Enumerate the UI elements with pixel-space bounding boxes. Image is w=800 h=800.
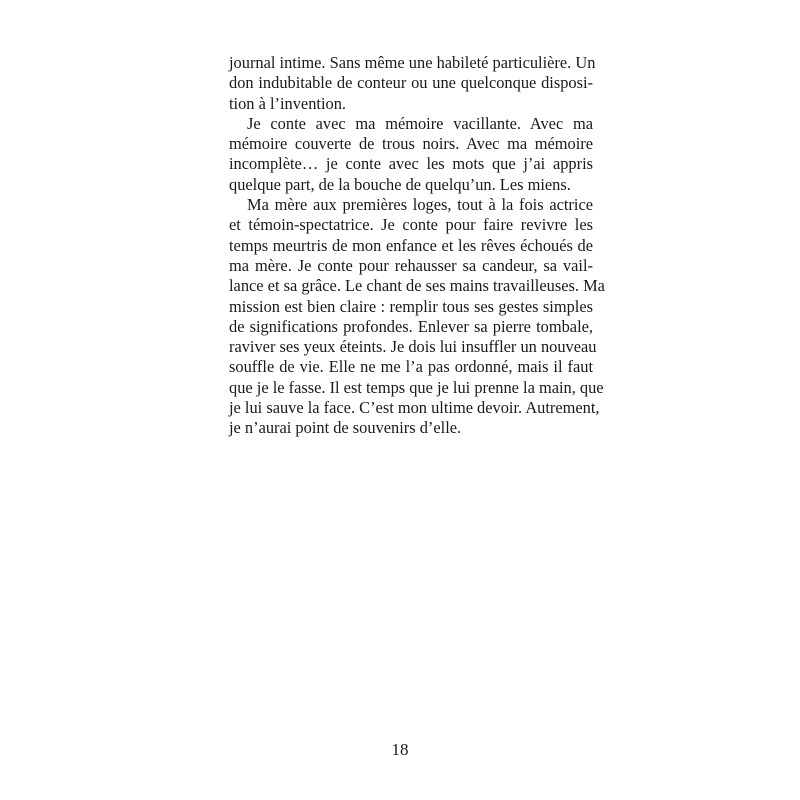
text-line: je n’aurai point de souvenirs d’elle.	[229, 418, 462, 438]
text-line: quelque part, de la bouche de quelqu’un. Les miens.	[229, 174, 571, 194]
body-text	[229, 53, 605, 439]
text-line: de significations profondes. Enlever sa pierre tombale,	[229, 316, 593, 336]
text-line: journal intime. Sans même une habileté particulière. Un	[229, 53, 596, 72]
text-line: tion à l’invention.	[229, 93, 346, 113]
text-line: lance et sa grâce. Le chant de ses mains travailleuses. Ma	[229, 276, 605, 296]
text-line: mémoire couverte de trous noirs. Avec ma mémoire	[229, 134, 593, 154]
text-line: raviver ses yeux éteints. Je dois lui insuffler un nouveau	[229, 337, 597, 357]
text-line: don indubitable de conteur ou une quelconque disposi-	[229, 73, 593, 93]
text-line: Je conte avec ma mémoire vacillante. Avec ma	[247, 113, 593, 133]
text-line: souffle de vie. Elle ne me l’a pas ordonné, mais il faut	[229, 357, 593, 377]
text-line: et témoin-spectatrice. Je conte pour faire revivre les	[229, 215, 593, 235]
text-line: que je le fasse. Il est temps que je lui prenne la main, que	[229, 377, 604, 397]
text-line: temps meurtris de mon enfance et les rêves échoués de	[229, 235, 593, 255]
text-line: Ma mère aux premières loges, tout à la fois actrice	[247, 195, 593, 215]
text-line: incomplète… je conte avec les mots que j’ai appris	[229, 154, 593, 174]
text-line: mission est bien claire : remplir tous ses gestes simples	[229, 296, 593, 316]
text-line: je lui sauve la face. C’est mon ultime devoir. Autrement,	[229, 398, 600, 418]
page-number: 18	[391, 740, 409, 759]
text-line: ma mère. Je conte pour rehausser sa candeur, sa vail-	[229, 255, 593, 275]
